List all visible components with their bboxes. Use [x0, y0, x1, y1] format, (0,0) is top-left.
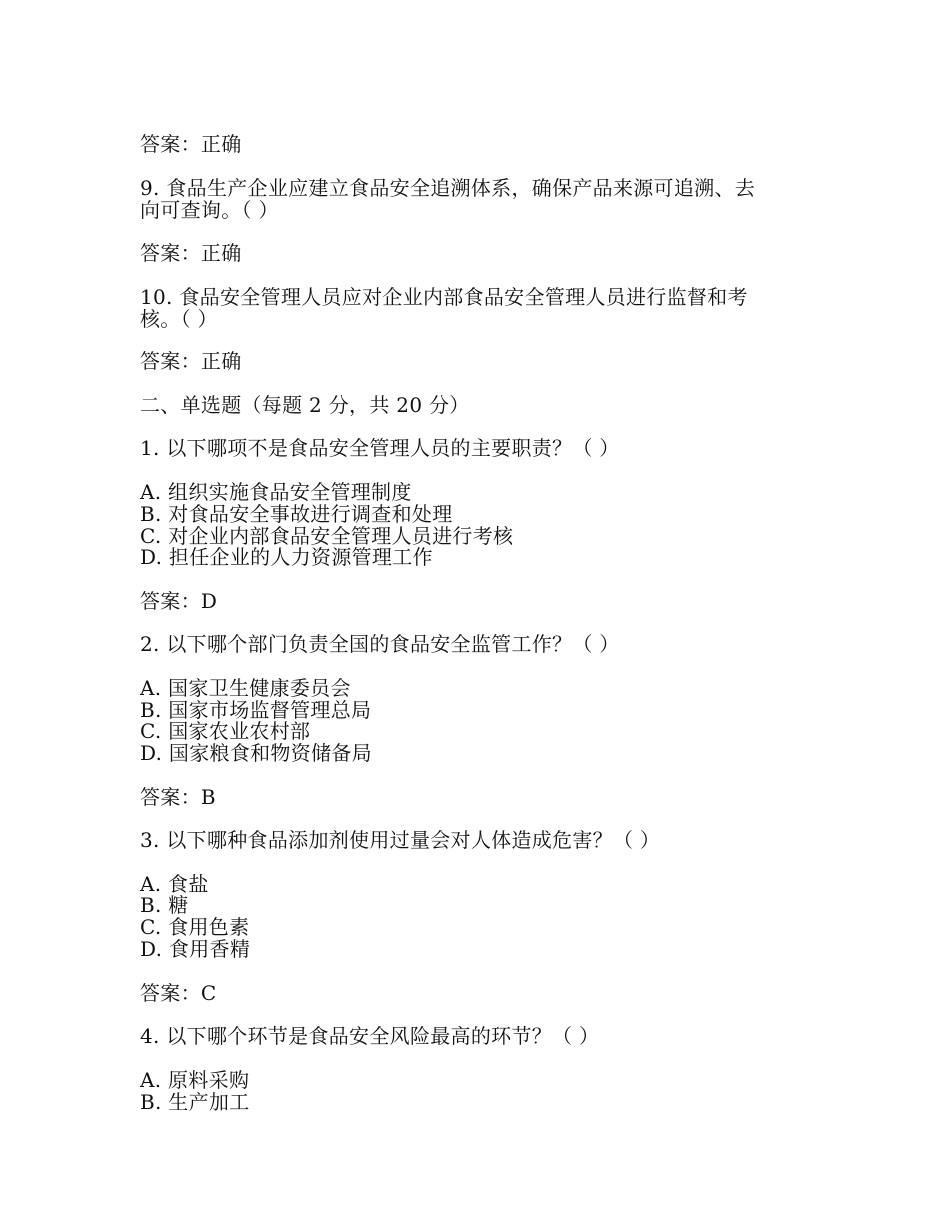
option-b: B. 生产加工	[140, 1090, 250, 1114]
section-title: 二、单选题（每题 2 分，共 20 分）	[140, 393, 470, 417]
question-text: 3. 以下哪种食品添加剂使用过量会对人体造成危害？（ ）	[140, 828, 661, 852]
option-b: B. 对食品安全事故进行调查和处理	[140, 502, 453, 526]
answer-text: 答案：C	[140, 981, 217, 1005]
question-text: 1. 以下哪项不是食品安全管理人员的主要职责？（ ）	[140, 436, 620, 460]
question-text: 9. 食品生产企业应建立食品安全追溯体系，确保产品来源可追溯、去	[140, 176, 756, 200]
answer-text: 答案：正确	[140, 241, 242, 265]
option-a: A. 食盐	[140, 872, 209, 896]
option-c: C. 对企业内部食品安全管理人员进行考核	[140, 524, 514, 548]
answer-text: 答案：正确	[140, 349, 242, 373]
option-d: D. 食用香精	[140, 937, 251, 961]
option-d: D. 担任企业的人力资源管理工作	[140, 545, 433, 569]
question-text: 10. 食品安全管理人员应对企业内部食品安全管理人员进行监督和考	[140, 285, 748, 309]
option-b: B. 糖	[140, 893, 189, 917]
option-c: C. 国家农业农村部	[140, 719, 311, 743]
option-c: C. 食用色素	[140, 915, 250, 939]
answer-text: 答案：D	[140, 589, 218, 613]
option-a: A. 原料采购	[140, 1068, 250, 1092]
question-text-continued: 核。（ ）	[140, 307, 218, 331]
question-text: 4. 以下哪个环节是食品安全风险最高的环节？（ ）	[140, 1024, 600, 1048]
question-text: 2. 以下哪个部门负责全国的食品安全监管工作？（ ）	[140, 632, 620, 656]
option-b: B. 国家市场监督管理总局	[140, 698, 372, 722]
question-text-continued: 向可查询。（ ）	[140, 198, 279, 222]
answer-text: 答案：正确	[140, 132, 242, 156]
option-a: A. 国家卫生健康委员会	[140, 676, 351, 700]
answer-text: 答案：B	[140, 785, 216, 809]
option-a: A. 组织实施食品安全管理制度	[140, 480, 412, 504]
option-d: D. 国家粮食和物资储备局	[140, 741, 372, 765]
